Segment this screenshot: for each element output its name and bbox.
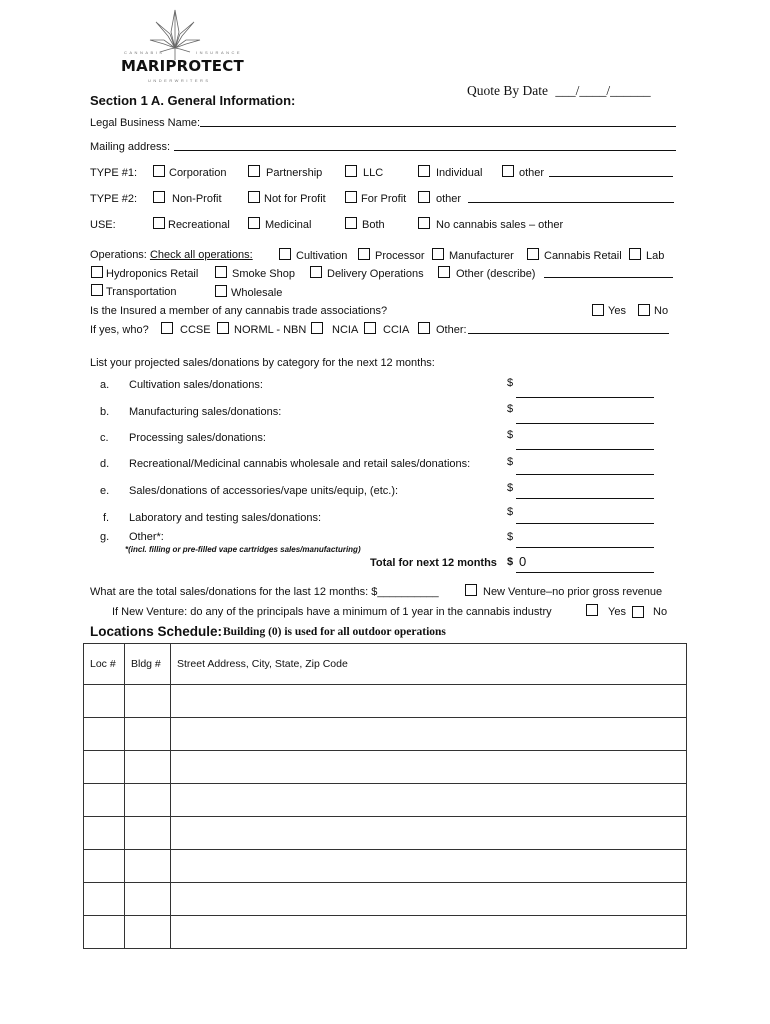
type2-other-checkbox[interactable] xyxy=(418,191,430,203)
type2-nonprofit-label: Non-Profit xyxy=(172,193,222,205)
principals-yes-checkbox[interactable] xyxy=(586,604,598,616)
op-hydroponics-checkbox[interactable] xyxy=(91,266,103,278)
principals-question: If New Venture: do any of the principals have a minimum of 1 year in the cannabis industry xyxy=(112,606,552,618)
sales-amount-field[interactable] xyxy=(516,547,654,548)
operations-label: Operations: Check all operations: xyxy=(90,249,253,261)
address-cell[interactable] xyxy=(171,685,687,718)
type1-individual-checkbox[interactable] xyxy=(418,165,430,177)
use-label: USE: xyxy=(90,219,116,231)
bldg-cell[interactable] xyxy=(125,817,171,850)
bldg-cell[interactable] xyxy=(125,883,171,916)
dollar-sign: $ xyxy=(507,456,514,468)
principals-no-checkbox[interactable] xyxy=(632,606,644,618)
address-cell[interactable] xyxy=(171,850,687,883)
associations-no-label: No xyxy=(654,305,669,317)
op-manufacturer-label: Manufacturer xyxy=(449,250,514,262)
op-other-checkbox[interactable] xyxy=(438,266,450,278)
locations-title: Locations Schedule: xyxy=(90,624,223,639)
dollar-sign: $ xyxy=(507,429,514,441)
bldg-cell[interactable] xyxy=(125,685,171,718)
dollar-sign: $ xyxy=(507,482,514,494)
sales-amount-field[interactable] xyxy=(516,474,654,475)
bldg-cell[interactable] xyxy=(125,784,171,817)
associations-no-checkbox[interactable] xyxy=(638,304,650,316)
assoc-ncia-checkbox[interactable] xyxy=(311,322,323,334)
table-row xyxy=(84,916,687,949)
op-lab-label: Lab xyxy=(646,250,665,262)
legal-name-field[interactable] xyxy=(200,126,676,127)
table-row xyxy=(84,883,687,916)
bldg-cell[interactable] xyxy=(125,850,171,883)
logo-left-text: CANNABIS xyxy=(124,50,165,55)
new-venture-label: New Venture–no prior gross revenue xyxy=(483,586,663,598)
table-row xyxy=(84,850,687,883)
quote-by-date xyxy=(467,83,651,99)
sales-item-text: Manufacturing sales/donations: xyxy=(129,406,282,418)
op-lab-checkbox[interactable] xyxy=(629,248,641,260)
type2-nonprofit-checkbox[interactable] xyxy=(153,191,165,203)
assoc-other-field[interactable] xyxy=(468,333,669,334)
new-venture-checkbox[interactable] xyxy=(465,584,477,596)
sales-note: *(incl. filling or pre-filled vape cartridges sales/manufacturing) xyxy=(125,545,361,554)
dollar-sign: $ xyxy=(507,403,514,415)
use-no-cannabis-checkbox[interactable] xyxy=(418,217,430,229)
table-row xyxy=(84,784,687,817)
sales-item-text: Cultivation sales/donations: xyxy=(129,379,263,391)
type1-partnership-checkbox[interactable] xyxy=(248,165,260,177)
assoc-ccse-checkbox[interactable] xyxy=(161,322,173,334)
op-smoke-shop-checkbox[interactable] xyxy=(215,266,227,278)
op-cannabis-retail-checkbox[interactable] xyxy=(527,248,539,260)
op-cannabis-retail-label: Cannabis Retail xyxy=(544,250,622,262)
sales-amount-field[interactable] xyxy=(516,397,654,398)
loc-cell[interactable] xyxy=(84,751,125,784)
assoc-norml-checkbox[interactable] xyxy=(217,322,229,334)
type1-llc-checkbox[interactable] xyxy=(345,165,357,177)
type1-corporation-checkbox[interactable] xyxy=(153,165,165,177)
address-cell[interactable] xyxy=(171,718,687,751)
loc-cell[interactable] xyxy=(84,685,125,718)
op-manufacturer-checkbox[interactable] xyxy=(432,248,444,260)
associations-who-label: If yes, who? xyxy=(90,324,149,336)
loc-cell[interactable] xyxy=(84,916,125,949)
sales-item-letter: f. xyxy=(103,512,110,524)
use-both-checkbox[interactable] xyxy=(345,217,357,229)
sales-item-letter: c. xyxy=(100,432,109,444)
total-value[interactable]: 0 xyxy=(519,554,527,569)
op-processor-checkbox[interactable] xyxy=(358,248,370,260)
sales-item-text: Other*: xyxy=(129,531,164,543)
op-transportation-checkbox[interactable] xyxy=(91,284,103,296)
sales-amount-field[interactable] xyxy=(516,523,654,524)
use-both-label: Both xyxy=(362,219,385,231)
type2-forprofit-checkbox[interactable] xyxy=(345,191,357,203)
type2-label: TYPE #2: xyxy=(90,193,138,205)
locations-table xyxy=(83,643,687,949)
locations-subtitle: Building (0) is used for all outdoor operations xyxy=(223,626,446,638)
type1-other-label: other xyxy=(519,167,545,179)
type2-forprofit-label: For Profit xyxy=(361,193,407,205)
table-row xyxy=(84,718,687,751)
last12-question: What are the total sales/donations for the last 12 months: $__________ xyxy=(90,586,439,598)
sales-intro: List your projected sales/donations by category for the next 12 months: xyxy=(90,357,435,369)
op-cultivation-checkbox[interactable] xyxy=(279,248,291,260)
principals-no-label: No xyxy=(653,606,668,618)
associations-yes-checkbox[interactable] xyxy=(592,304,604,316)
assoc-ccia-label: CCIA xyxy=(383,324,410,336)
sales-item-text: Sales/donations of accessories/vape units/equip, (etc.): xyxy=(129,485,399,497)
section-title: Section 1 A. General Information: xyxy=(90,93,296,108)
address-cell[interactable] xyxy=(171,916,687,949)
sales-item-letter: d. xyxy=(100,458,110,470)
op-cultivation-label: Cultivation xyxy=(296,250,348,262)
type2-other-field[interactable] xyxy=(468,202,674,203)
type2-notforprofit-checkbox[interactable] xyxy=(248,191,260,203)
assoc-norml-label: NORML - NBN xyxy=(234,324,307,336)
mailing-label: Mailing address: xyxy=(90,141,171,153)
total-label: Total for next 12 months xyxy=(370,557,497,569)
mailing-field[interactable] xyxy=(174,150,676,151)
type1-llc-label: LLC xyxy=(363,167,384,179)
sales-item-text: Recreational/Medicinal cannabis wholesale and retail sales/donations: xyxy=(129,458,471,470)
assoc-ccse-label: CCSE xyxy=(180,324,211,336)
sales-amount-field[interactable] xyxy=(516,498,654,499)
address-cell[interactable] xyxy=(171,751,687,784)
dollar-sign: $ xyxy=(507,506,514,518)
sales-item-letter: a. xyxy=(100,379,110,391)
use-medicinal-checkbox[interactable] xyxy=(248,217,260,229)
column-header-address: Street Address, City, State, Zip Code xyxy=(171,644,687,685)
address-cell[interactable] xyxy=(171,883,687,916)
op-delivery-checkbox[interactable] xyxy=(310,266,322,278)
address-cell[interactable] xyxy=(171,817,687,850)
logo-right-text: INSURANCE xyxy=(196,50,243,55)
sales-item-text: Laboratory and testing sales/donations: xyxy=(129,512,322,524)
sales-item-letter: g. xyxy=(100,531,110,543)
dollar-sign: $ xyxy=(507,377,514,389)
type1-other-checkbox[interactable] xyxy=(502,165,514,177)
use-no-cannabis-label: No cannabis sales – other xyxy=(436,219,564,231)
op-other-field[interactable] xyxy=(544,277,673,278)
associations-yes-label: Yes xyxy=(608,305,626,317)
op-other-label: Other (describe) xyxy=(456,268,536,280)
op-transportation-label: Transportation xyxy=(106,286,177,298)
loc-cell[interactable] xyxy=(84,850,125,883)
column-header-loc: Loc # xyxy=(84,644,125,685)
principals-yes-label: Yes xyxy=(608,606,626,618)
sales-item-letter: b. xyxy=(100,406,110,418)
assoc-other-checkbox[interactable] xyxy=(418,322,430,334)
bldg-cell[interactable] xyxy=(125,751,171,784)
op-wholesale-checkbox[interactable] xyxy=(215,285,227,297)
sales-amount-field[interactable] xyxy=(516,449,654,450)
use-recreational-checkbox[interactable] xyxy=(153,217,165,229)
column-header-bldg: Bldg # xyxy=(125,644,171,685)
quote-date-label: Quote By Date xyxy=(467,83,548,98)
associations-question: Is the Insured a member of any cannabis trade associations? xyxy=(90,305,388,317)
logo-sub-text: UNDERWRITERS xyxy=(148,78,211,83)
sales-amount-field[interactable] xyxy=(516,423,654,424)
loc-cell[interactable] xyxy=(84,784,125,817)
quote-date-field[interactable]: ___/____/______ xyxy=(555,83,651,98)
op-delivery-label: Delivery Operations xyxy=(327,268,424,280)
op-smoke-shop-label: Smoke Shop xyxy=(232,268,295,280)
type1-other-field[interactable] xyxy=(549,176,673,177)
logo-brand: MARIPROTECT xyxy=(121,57,244,75)
loc-cell[interactable] xyxy=(84,883,125,916)
loc-cell[interactable] xyxy=(84,817,125,850)
total-field-line xyxy=(516,572,654,573)
op-wholesale-label: Wholesale xyxy=(231,287,283,299)
use-recreational-label: Recreational xyxy=(168,219,230,231)
op-processor-label: Processor xyxy=(375,250,425,262)
type1-partnership-label: Partnership xyxy=(266,167,323,179)
op-hydroponics-label: Hydroponics Retail xyxy=(106,268,199,280)
type2-notforprofit-label: Not for Profit xyxy=(264,193,326,205)
bldg-cell[interactable] xyxy=(125,916,171,949)
total-dollar-sign: $ xyxy=(507,556,514,568)
sales-item-letter: e. xyxy=(100,485,110,497)
assoc-ccia-checkbox[interactable] xyxy=(364,322,376,334)
assoc-other-label: Other: xyxy=(436,324,467,336)
bldg-cell[interactable] xyxy=(125,718,171,751)
dollar-sign: $ xyxy=(507,531,514,543)
assoc-ncia-label: NCIA xyxy=(332,324,359,336)
table-row xyxy=(84,751,687,784)
type1-label: TYPE #1: xyxy=(90,167,138,179)
address-cell[interactable] xyxy=(171,784,687,817)
table-row xyxy=(84,685,687,718)
table-header-row xyxy=(84,644,687,685)
legal-name-label: Legal Business Name: xyxy=(90,117,201,129)
use-medicinal-label: Medicinal xyxy=(265,219,312,231)
type2-other-label: other xyxy=(436,193,462,205)
sales-item-text: Processing sales/donations: xyxy=(129,432,266,444)
loc-cell[interactable] xyxy=(84,718,125,751)
table-row xyxy=(84,817,687,850)
type1-corporation-label: Corporation xyxy=(169,167,227,179)
type1-individual-label: Individual xyxy=(436,167,483,179)
